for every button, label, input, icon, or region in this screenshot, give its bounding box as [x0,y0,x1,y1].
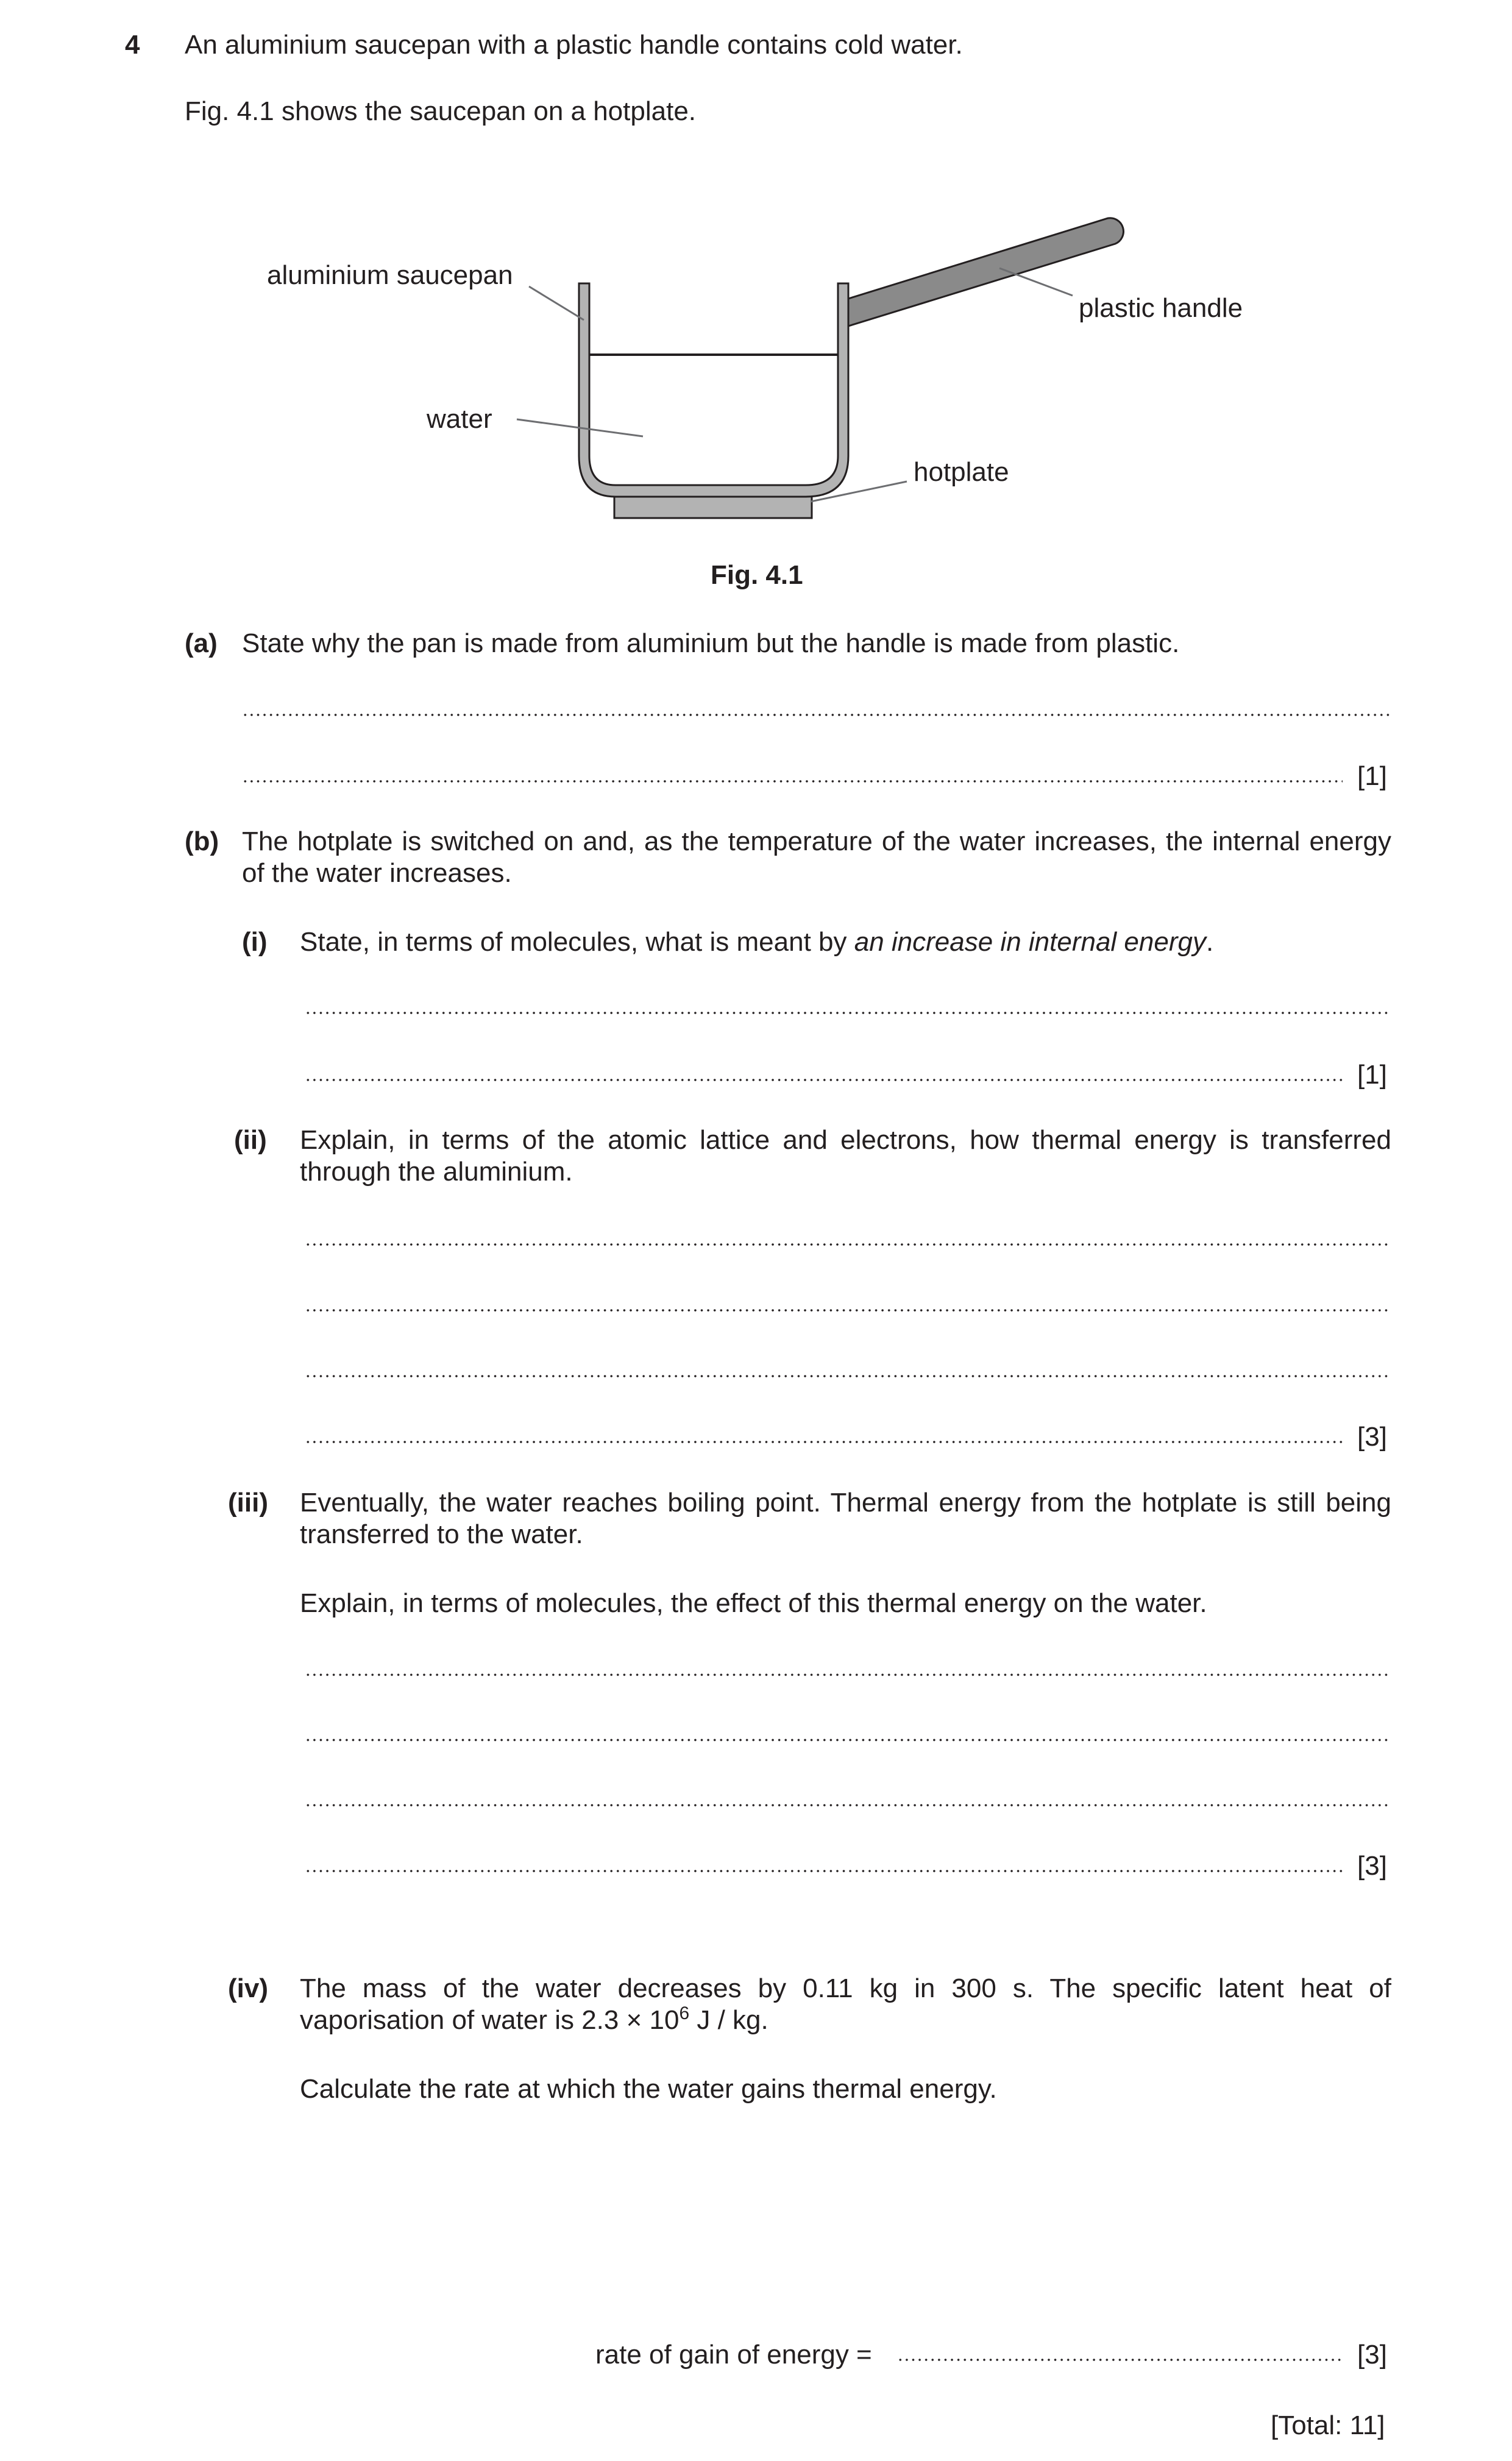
answer-line[interactable] [305,1441,1343,1443]
hotplate-label: hotplate [914,457,1009,487]
part-b-iii-text: Eventually, the water reaches boiling point. Thermal energy from the hotplate is still being transferred to the water. [300,1488,1391,1549]
answer-line[interactable] [305,1012,1391,1014]
part-b-ii-label: (ii) [234,1125,267,1155]
answer-line[interactable] [305,1674,1391,1676]
answer-line[interactable] [305,1243,1391,1246]
part-b-iv-label: (iv) [228,1973,268,2003]
handle-label: plastic handle [1079,293,1243,323]
part-b-iii-label: (iii) [228,1488,268,1518]
answer-label: rate of gain of energy = [595,2340,872,2370]
question-number: 4 [125,30,140,60]
total-marks: [Total: 11] [1271,2410,1385,2440]
figure-reference: Fig. 4.1 shows the saucepan on a hotplate. [185,96,697,126]
part-b-i-question: State, in terms of molecules, what is meant by an increase in internal energy. [300,927,1214,957]
answer-line[interactable] [305,1870,1343,1872]
part-b-iii-question: Explain, in terms of molecules, the effect of this thermal energy on the water. [300,1588,1207,1618]
answer-line[interactable] [305,1739,1391,1741]
marks: [1] [1357,761,1387,791]
marks: [3] [1357,1422,1387,1452]
answer-line[interactable] [305,1309,1391,1312]
part-b-text: The hotplate is switched on and, as the temperature of the water increases, the internal energy of the water increases. [242,826,1391,888]
handle-leader [999,268,1073,296]
part-a-question: State why the pan is made from aluminium but the handle is made from plastic. [242,628,1180,658]
marks: [3] [1357,1851,1387,1881]
saucepan-label: aluminium saucepan [267,260,513,290]
answer-line[interactable] [242,714,1391,716]
marks: [3] [1357,2340,1387,2370]
answer-line[interactable] [897,2359,1343,2361]
answer-line[interactable] [305,1375,1391,1377]
answer-line[interactable] [305,1079,1343,1081]
answer-line[interactable] [305,1804,1391,1806]
part-b-label: (b) [185,826,219,856]
water-label: water [427,404,492,434]
saucepan-leader [529,286,584,320]
part-b-iv-question: Calculate the rate at which the water gains thermal energy. [300,2074,997,2104]
marks: [1] [1357,1060,1387,1090]
part-b-ii-question: Explain, in terms of the atomic lattice and electrons, how thermal energy is transferred through the aluminium. [300,1125,1391,1187]
figure-caption: Fig. 4.1 [711,560,803,590]
pan-wall [579,283,848,497]
question-intro: An aluminium saucepan with a plastic handle contains cold water. [185,30,963,60]
answer-line[interactable] [242,780,1343,783]
part-a-label: (a) [185,628,218,658]
part-b-i-label: (i) [242,927,268,957]
saucepan-diagram [0,0,1512,609]
part-b-iv-text: The mass of the water decreases by 0.11 kg in 300 s. The specific latent heat of vaporisation of water is $2.3 \times 10^6$ J / kg. [300,1973,1391,2035]
